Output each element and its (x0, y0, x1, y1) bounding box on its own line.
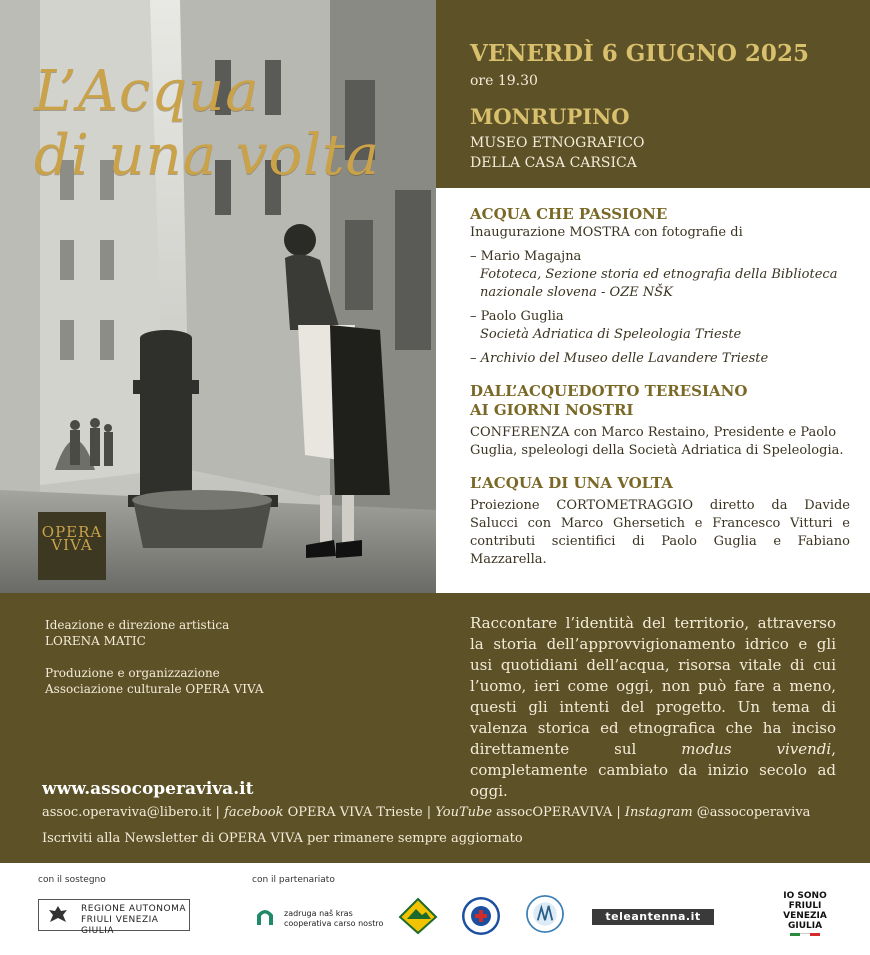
title-line-1: L’Acqua (34, 59, 260, 124)
logo-line-1: OPERA (41, 523, 103, 541)
fvg-line-2: FRIULI (788, 901, 822, 911)
event-venue (470, 133, 644, 173)
description-text-2: , completamente cambiato da inizio secolo ad oggi. (470, 740, 836, 800)
separator: | (211, 805, 225, 820)
fvg-line-4: GIULIA (787, 921, 823, 931)
mountain-club-logo-icon[interactable] (398, 897, 438, 935)
logo-line-2: VIVA (51, 536, 93, 554)
io-sono-fvg-logo[interactable] (778, 891, 832, 937)
region-line-1: REGIONE AUTONOMA (81, 904, 186, 914)
section-title-conference (470, 382, 850, 420)
fvg-line-1: IO SONO (783, 891, 827, 901)
conference-text: CONFERENZA con Marco Restaino, Presidente e Paolo Guglia, speleologi della Società Adriatica di Speleologia. (470, 425, 844, 458)
photographer-1-desc: Fototeca, Sezione storia ed etnografia della Biblioteca nazionale slovena - OZE NŠK (480, 267, 838, 300)
italian-flag-icon (778, 933, 832, 937)
website-link[interactable]: www.assocoperaviva.it (42, 779, 254, 799)
photographer-1-name: – Mario Magajna (470, 249, 582, 264)
event-place: MONRUPINO (470, 104, 630, 129)
region-line-2: FRIULI VENEZIA GIULIA (81, 915, 159, 936)
section-title-exhibition: ACQUA CHE PASSIONE (470, 205, 668, 223)
conference-title-line-2: AI GIORNI NOSTRI (470, 401, 634, 419)
event-script-title (34, 60, 380, 188)
description-text-1: Raccontare l’identità del territorio, attraverso la storia dell’approvvigionamento idrico e gli usi quotidiani dell’acqua, risorsa vitale di cui l’uomo, ieri come oggi, non può fare a meno, questi gli intenti del progetto. Un tema di valenza storica ed etnografica che ha inciso direttamente sul (470, 614, 836, 758)
info-footer-band (0, 593, 870, 863)
facebook-label: facebook (224, 805, 284, 820)
separator: | (422, 805, 436, 820)
region-fvg-logo[interactable] (38, 899, 190, 936)
project-description (470, 613, 836, 802)
youtube-link[interactable]: assocOPERAVIVA (492, 805, 613, 820)
museum-lavandere-logo-icon[interactable] (526, 895, 564, 933)
venue-line-1: MUSEO ETNOGRAFICO (470, 135, 645, 151)
exhibition-subtitle: Inaugurazione MOSTRA con fotografie di (470, 225, 743, 240)
production-label: Produzione e organizzazione (45, 666, 220, 680)
program-list (470, 205, 850, 569)
zadruga-arch-icon (254, 905, 276, 927)
instagram-label: Instagram (624, 805, 693, 820)
facebook-link[interactable]: OPERA VIVA Trieste (283, 805, 423, 820)
title-line-2: di una volta (34, 123, 381, 188)
fvg-line-3: VENEZIA (783, 911, 827, 921)
zadruga-line-2: cooperativa carso nostro (284, 919, 384, 928)
teleantenna-logo[interactable]: teleantenna.it (592, 909, 714, 925)
instagram-link[interactable]: @assocoperaviva (692, 805, 811, 820)
support-label: con il sostegno (38, 875, 106, 885)
production-name: Associazione culturale OPERA VIVA (45, 682, 264, 696)
direction-name: LORENA MATIC (45, 634, 146, 648)
event-info-header (436, 0, 870, 188)
description-italic: modus vivendi (681, 740, 832, 758)
photographer-2-desc: Società Adriatica di Speleologia Trieste (480, 327, 742, 342)
direction-label: Ideazione e direzione artistica (45, 618, 230, 632)
section-title-film: L’ACQUA DI UNA VOLTA (470, 474, 673, 492)
contacts-line (42, 805, 810, 820)
sponsor-footer (0, 863, 870, 955)
zadruga-line-1: zadruga naš kras (284, 909, 353, 918)
film-text: Proiezione CORTOMETRAGGIO diretto da Davide Salucci con Marco Ghersetich e Francesco Vitturi e contributi scientifici di Paolo Guglia e Fabiano Mazzarella. (470, 498, 850, 567)
partnership-label: con il partenariato (252, 875, 335, 885)
separator: | (612, 805, 625, 820)
youtube-label: YouTube (435, 805, 493, 820)
event-time: ore 19.30 (470, 73, 538, 89)
eagle-emblem-icon (47, 904, 69, 926)
archive-credit: – Archivio del Museo delle Lavandere Trieste (470, 351, 769, 366)
photographer-2-name: – Paolo Guglia (470, 309, 564, 324)
credits-block (45, 617, 264, 697)
email-link[interactable]: assoc.operaviva@libero.it (42, 805, 212, 820)
conference-title-line-1: DALL’ACQUEDOTTO TERESIANO (470, 382, 748, 400)
historic-photo (0, 0, 436, 593)
zadruga-logo[interactable] (254, 903, 384, 933)
event-date: VENERDÌ 6 GIUGNO 2025 (470, 40, 809, 67)
newsletter-cta[interactable]: Iscriviti alla Newsletter di OPERA VIVA per rimanere sempre aggiornato (42, 831, 523, 846)
speleology-society-logo-icon[interactable] (462, 897, 500, 935)
opera-viva-logo (38, 512, 106, 580)
venue-line-2: DELLA CASA CARSICA (470, 155, 637, 171)
